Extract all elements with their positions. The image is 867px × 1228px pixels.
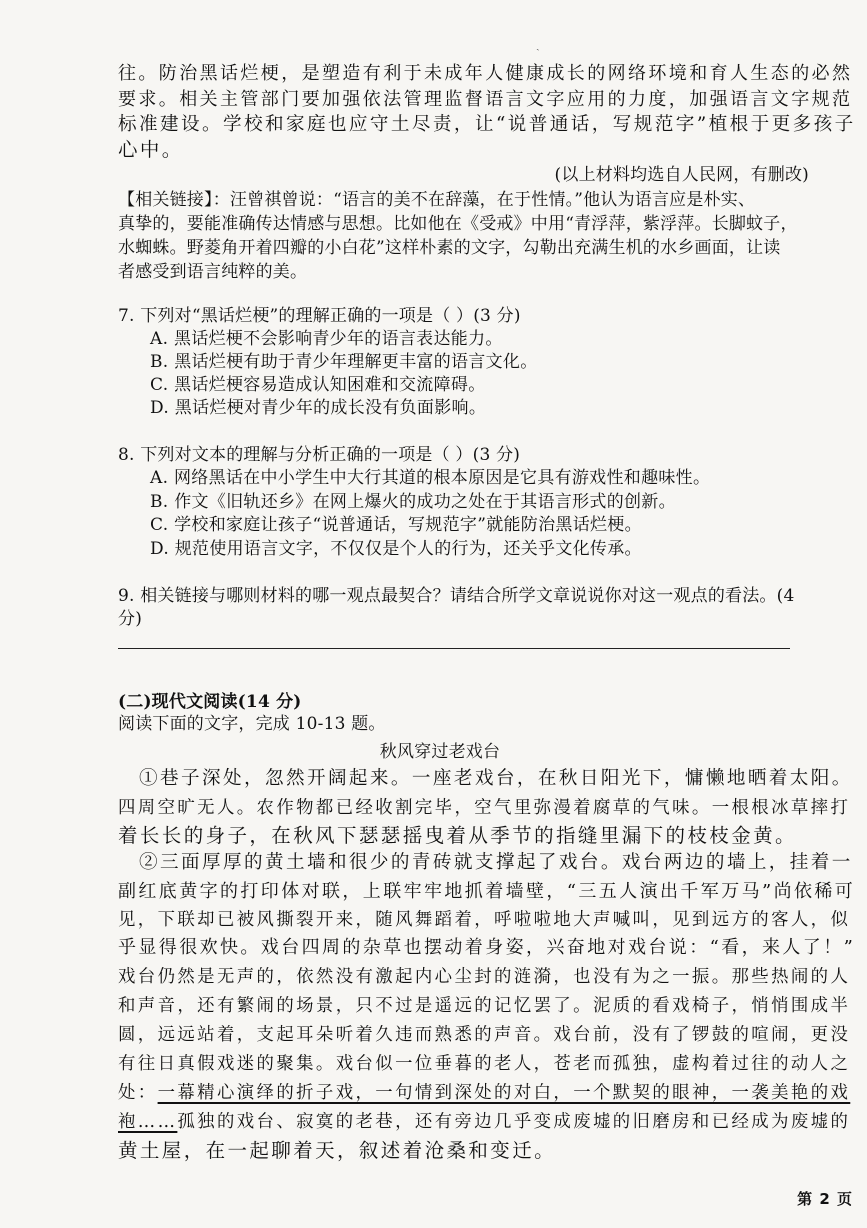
question-7-option-c: C. 黑话烂梗容易造成认知困难和交流障碍。 — [150, 375, 486, 395]
scan-mark: ˎ — [536, 38, 540, 51]
question-8-option-a: A. 网络黑话在中小学生中大行其道的根本原因是它具有游戏性和趣味性。 — [150, 468, 711, 488]
paragraph-2-line — [118, 1081, 851, 1105]
section-heading: (二)现代文阅读(14 分) — [118, 692, 302, 712]
related-link-line: 水蜘蛛。野菱角开着四瓣的小白花”这样朴素的文字，勾勒出充满生机的水乡画面，让读 — [118, 238, 781, 258]
top-paragraph-line: 往。防治黑话烂梗，是塑造有利于未成年人健康成长的网络环境和育人生态的必然 — [118, 63, 853, 84]
underlined-sentence: 一幕精心演绎的折子戏，一句情到深处的对白，一个默契的眼神，一袭美艳的戏 — [157, 1083, 851, 1103]
paragraph-2-line: 圆，远远站着，支起耳朵听着久违而熟悉的声音。戏台前，没有了锣鼓的喧闹，更没 — [118, 1025, 851, 1045]
top-paragraph-line: 要求。相关主管部门要加强依法管理监督语言文字应用的力度，加强语言文字规范 — [118, 89, 853, 110]
paragraph-2-line: 见，下联却已被风撕裂开来，随风舞蹈着，呼啦啦地大声喊叫，见到远方的客人，似 — [118, 910, 851, 930]
plain-text: 处： — [118, 1083, 158, 1103]
section-instruction: 阅读下面的文字，完成 10-13 题。 — [118, 714, 386, 734]
question-7-option-a: A. 黑话烂梗不会影响青少年的语言表达能力。 — [150, 329, 503, 349]
paragraph-2-line: 戏台仍然是无声的，依然没有激起内心尘封的涟漪，也没有为之一振。那些热闹的人 — [118, 967, 851, 987]
related-link-line: 真挚的，要能准确传达情感与思想。比如他在《受戒》中用“青浮萍，紫浮萍。长脚蚊子， — [118, 214, 798, 234]
plain-text: 孤独的戏台、寂寞的老巷，还有旁边几乎变成废墟的旧磨房和已经成为废墟的 — [177, 1112, 851, 1132]
related-link-line: 【相关链接】：汪曾祺曾说：“语言的美不在辞藻，在于性情。”他认为语言应是朴实、 — [118, 190, 756, 210]
question-8-option-d: D. 规范使用语言文字，不仅仅是个人的行为，还关乎文化传承。 — [150, 539, 642, 559]
article-title: 秋风穿过老戏台 — [379, 742, 501, 762]
paragraph-2-line: 副红底黄字的打印体对联，上联牢牢地抓着墙壁，“三五人演出千军万马”尚依稀可 — [118, 881, 856, 902]
question-9-stem-cont: 分) — [118, 609, 143, 629]
question-7-option-d: D. 黑话烂梗对青少年的成长没有负面影响。 — [150, 398, 487, 418]
paragraph-1-line: ①巷子深处，忽然开阔起来。一座老戏台，在秋日阳光下，慵懒地晒着太阳。 — [118, 768, 853, 789]
source-note: (以上材料均选自人民网，有删改) — [554, 165, 809, 185]
paragraph-2-line: ②三面厚厚的黄土墙和很少的青砖就支撑起了戏台。戏台两边的墙上，挂着一 — [118, 852, 853, 873]
question-7-stem: 7. 下列对“黑话烂梗”的理解正确的一项是（ ）(3 分) — [118, 306, 521, 326]
underlined-sentence: 袍…… — [118, 1112, 178, 1132]
question-8-stem: 8. 下列对文本的理解与分析正确的一项是（ ）(3 分) — [118, 445, 521, 465]
top-paragraph-line: 心中。 — [118, 138, 184, 161]
paragraph-1-line: 着长长的身子，在秋风下瑟瑟摇曳着从季节的指缝里漏下的枝枝金黄。 — [118, 824, 797, 847]
paragraph-2-line: 黄土屋，在一起聊着天，叙述着沧桑和变迁。 — [118, 1139, 557, 1162]
paragraph-2-line: 乎显得很欢快。戏台四周的杂草也摆动着身姿，兴奋地对戏台说：“看，来人了！” — [118, 937, 856, 958]
paragraph-2-line: 和声音，还有繁闹的场景，只不过是遥远的记忆罢了。泥质的看戏椅子，悄悄围成半 — [118, 996, 851, 1016]
related-link-line: 者感受到语言纯粹的美。 — [118, 262, 308, 282]
page-number: 第 2 页 — [797, 1190, 853, 1208]
question-8-option-c: C. 学校和家庭让孩子“说普通话，写规范字”就能防治黑话烂梗。 — [150, 515, 642, 535]
answer-line[interactable] — [118, 648, 790, 649]
top-paragraph-line: 标准建设。学校和家庭也应守土尽责，让“说普通话，写规范字”植根于更多孩子 — [118, 114, 856, 135]
question-8-option-b: B. 作文《旧轨还乡》在网上爆火的成功之处在于其语言形式的创新。 — [150, 492, 676, 512]
question-9-stem: 9. 相关链接与哪则材料的哪一观点最契合？请结合所学文章说说你对这一观点的看法。(4 — [118, 586, 795, 606]
question-7-option-b: B. 黑话烂梗有助于青少年理解更丰富的语言文化。 — [150, 352, 538, 372]
paragraph-1-line: 四周空旷无人。农作物都已经收割完毕，空气里弥漫着腐草的气味。一根根冰草摔打 — [118, 798, 851, 818]
paragraph-2-line — [118, 1110, 851, 1134]
paragraph-2-line: 有往日真假戏迷的聚集。戏台似一位垂暮的老人，苍老而孤独，虚构着过往的动人之 — [118, 1054, 851, 1074]
